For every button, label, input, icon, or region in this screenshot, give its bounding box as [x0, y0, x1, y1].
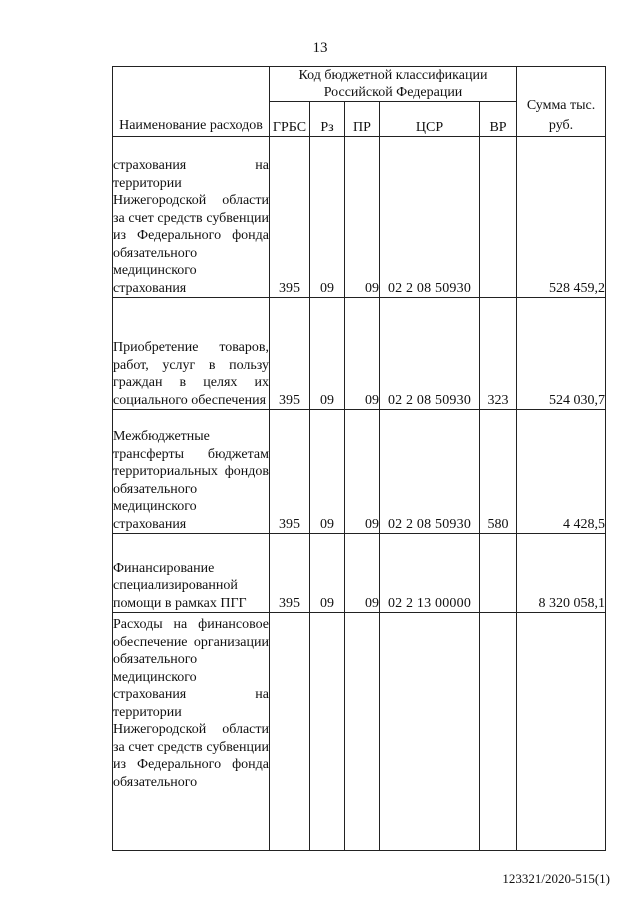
table-row [113, 613, 606, 851]
table-row [113, 298, 606, 410]
row-csr: 02 2 08 50930 [380, 410, 480, 534]
row-grbs [270, 613, 310, 851]
row-name: Межбюджетные трансферты бюджетам территориальных фондов обязательного медицинского страхования [113, 410, 270, 534]
budget-table [112, 66, 606, 851]
row-grbs: 395 [270, 137, 310, 298]
row-pr [345, 613, 380, 851]
row-name: Приобретение товаров, работ, услуг в пользу граждан в целях их социального обеспечения [113, 298, 270, 410]
row-csr: 02 2 08 50930 [380, 298, 480, 410]
row-grbs: 395 [270, 298, 310, 410]
row-csr: 02 2 13 00000 [380, 534, 480, 613]
header-vr: ВР [480, 102, 517, 137]
row-vr [480, 534, 517, 613]
row-pr: 09 [345, 137, 380, 298]
row-name: Расходы на финансовое обеспечение организации обязательного медицинского страхования на территории Нижегородской области за счет средств субвенции из Федерального фонда обязательного [113, 613, 270, 851]
row-rz [310, 613, 345, 851]
row-sum [517, 613, 606, 851]
row-pr: 09 [345, 410, 380, 534]
header-rz: Рз [310, 102, 345, 137]
document-id: 123321/2020-515(1) [502, 871, 610, 886]
header-name: Наименование расходов [113, 67, 270, 137]
row-vr [480, 613, 517, 851]
table-header [113, 67, 606, 137]
row-pr: 09 [345, 298, 380, 410]
row-csr [380, 613, 480, 851]
row-name: Финансирование специализированной помощи в рамках ПГГ [113, 534, 270, 613]
row-vr [480, 137, 517, 298]
row-vr: 323 [480, 298, 517, 410]
row-rz: 09 [310, 298, 345, 410]
row-rz: 09 [310, 534, 345, 613]
row-sum: 8 320 058,1 [517, 534, 606, 613]
table-row [113, 410, 606, 534]
row-rz: 09 [310, 410, 345, 534]
row-vr: 580 [480, 410, 517, 534]
header-code-group: Код бюджетной классификации Российской Федерации [270, 67, 517, 102]
row-name: страхования на территории Нижегородской области за счет средств субвенции из Федерального фонда обязательного медицинского страхования [113, 137, 270, 298]
header-csr: ЦСР [380, 102, 480, 137]
table-row [113, 137, 606, 298]
row-csr: 02 2 08 50930 [380, 137, 480, 298]
table-row [113, 534, 606, 613]
page-number: 13 [312, 40, 328, 56]
row-grbs: 395 [270, 534, 310, 613]
row-sum: 524 030,7 [517, 298, 606, 410]
row-sum: 4 428,5 [517, 410, 606, 534]
header-grbs: ГРБС [270, 102, 310, 137]
row-sum: 528 459,2 [517, 137, 606, 298]
row-pr: 09 [345, 534, 380, 613]
header-sum: Сумма тыс. руб. [517, 67, 606, 137]
row-grbs: 395 [270, 410, 310, 534]
header-pr: ПР [345, 102, 380, 137]
row-rz: 09 [310, 137, 345, 298]
